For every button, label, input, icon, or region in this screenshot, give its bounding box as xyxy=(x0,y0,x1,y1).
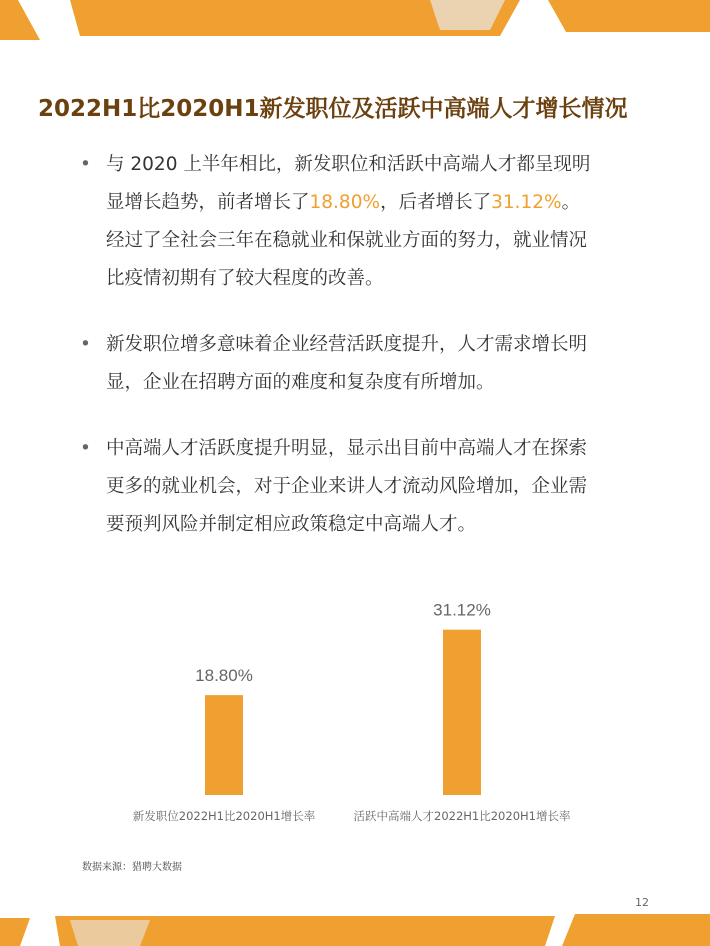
highlight-value: 31.12% xyxy=(491,192,562,213)
category-label: 新发职位2022H1比2020H1增长率 xyxy=(132,809,316,823)
data-source: 数据来源：猎聘大数据 xyxy=(82,862,182,873)
bullet-item xyxy=(78,326,598,402)
category-label: 活跃中高端人才2022H1比2020H1增长率 xyxy=(353,809,571,823)
data-label: 18.80% xyxy=(195,666,253,686)
bullet-text: 中高端人才活跃度提升明显，显示出目前中高端人才在探索更多的就业机会，对于企业来讲人才流动风险增加，企业需要预判风险并制定相应政策稳定中高端人才。 xyxy=(106,438,588,535)
bullet-list xyxy=(78,146,598,544)
bottom-decoration xyxy=(0,906,710,946)
highlight-value: 18.80% xyxy=(309,192,381,213)
bullet-text: ，后者增长了 xyxy=(380,192,492,213)
bullet-item xyxy=(78,146,598,298)
bullet-dot: • xyxy=(80,334,91,355)
page-number: 12 xyxy=(635,896,649,909)
bullet-text: 与 2020 上半年相比，新发职位和活跃中高端人才都呈现明显增长趋势，前者增长了 xyxy=(106,154,591,213)
page-title: 2022H1比2020H1新发职位及活跃中高端人才增长情况 xyxy=(38,96,628,122)
bullet-text: 新发职位增多意味着企业经营活跃度提升，人才需求增长明显，企业在招聘方面的难度和复杂度有所增加。 xyxy=(106,334,588,393)
data-label: 31.12% xyxy=(433,600,491,620)
bullet-item xyxy=(78,430,598,544)
top-decoration xyxy=(0,0,710,40)
bullet-dot: • xyxy=(80,438,91,459)
bar-chart xyxy=(0,585,710,835)
bullet-dot: • xyxy=(80,154,91,175)
bullet-text: 。经过了全社会三年在稳就业和保就业方面的努力，就业情况比疫情初期有了较大程度的改善。 xyxy=(106,192,588,289)
bar xyxy=(205,695,243,795)
bar xyxy=(443,630,481,795)
